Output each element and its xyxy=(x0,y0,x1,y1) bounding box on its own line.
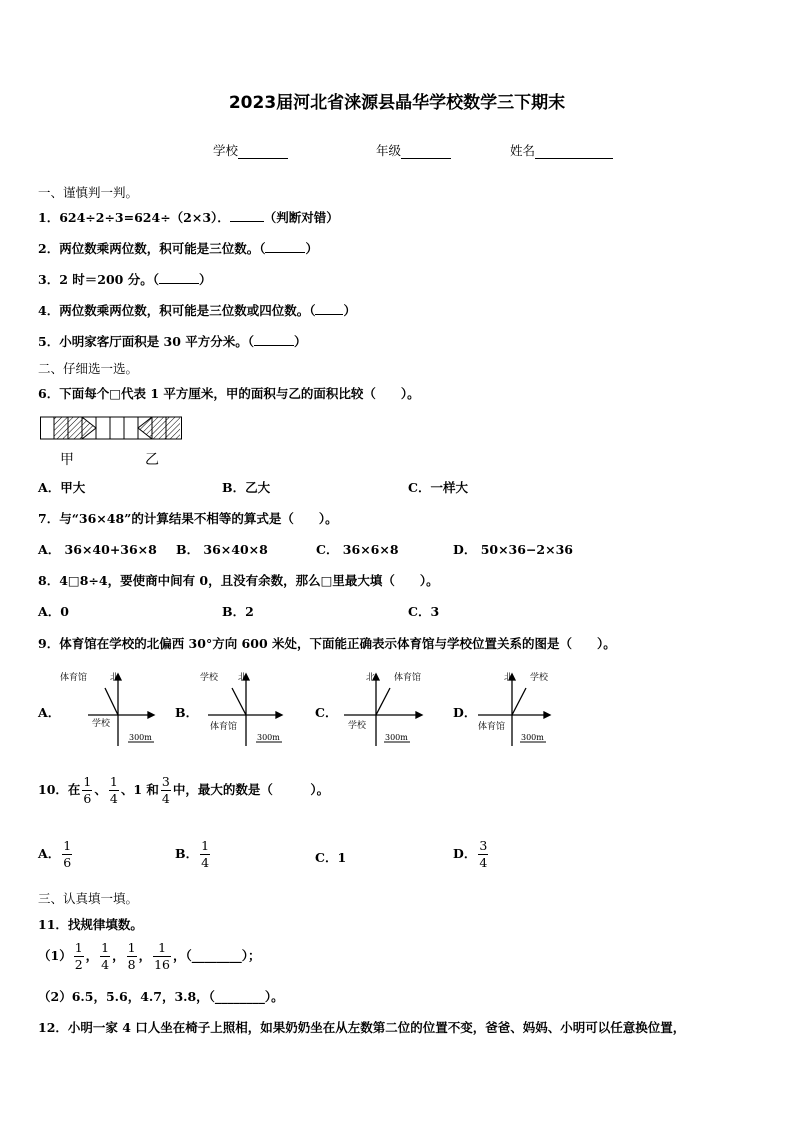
question-5 xyxy=(38,332,307,350)
question-11-part-2: （2）6.5，5.6，4.7，3.8，（________）。 xyxy=(38,989,284,1004)
q10-option-d[interactable] xyxy=(453,838,490,871)
yi-label: 乙 xyxy=(145,452,159,468)
denominator: 2 xyxy=(74,957,83,972)
numerator: 1 xyxy=(83,774,92,789)
denominator: 4 xyxy=(101,957,110,972)
numerator: 1 xyxy=(201,838,210,853)
question-6: 6．下面每个□代表 1 平方厘米，甲的面积与乙的面积比较（ ）。 xyxy=(38,386,420,401)
school-blank[interactable] xyxy=(238,146,288,159)
fraction-1-4 xyxy=(100,940,110,973)
q9a-school-label: 学校 xyxy=(92,719,111,729)
jia-shaded-triangle xyxy=(82,417,96,439)
fraction-1-4 xyxy=(200,838,210,871)
q10-sep: 、 xyxy=(94,782,107,797)
q9-diagram-b xyxy=(196,666,296,751)
denominator: 4 xyxy=(201,855,210,870)
q7-option-d[interactable]: D． 50×36−2×36 xyxy=(453,542,573,557)
fraction-3-4 xyxy=(478,838,488,871)
q9d-north-label: 北 xyxy=(504,673,514,683)
q3-text: 3．2 时＝200 分。（ xyxy=(38,272,159,287)
q3-close: ） xyxy=(198,272,212,287)
denominator: 16 xyxy=(154,957,171,972)
q4-close: ） xyxy=(343,303,356,318)
q6-option-b[interactable]: B．乙大 xyxy=(222,480,271,495)
q7-option-c[interactable]: C． 36×6×8 xyxy=(316,542,399,557)
q5-blank[interactable] xyxy=(254,345,294,346)
q7-option-b[interactable]: B． 36×40×8 xyxy=(176,542,268,557)
question-12: 12．小明一家 4 口人坐在椅子上照相，如果奶奶坐在从左数第二位的位置不变，爸爸、妈妈、小明可以任意换位置， xyxy=(38,1020,686,1035)
q2-close: ） xyxy=(305,241,318,256)
section-3-heading: 三、认真填一填。 xyxy=(38,891,139,906)
q11-1-blank[interactable]: ，（________）； xyxy=(173,948,261,963)
q9b-school-label: 学校 xyxy=(200,673,219,683)
q10-option-b[interactable] xyxy=(175,838,212,871)
numerator: 1 xyxy=(153,940,171,957)
fraction-1-6 xyxy=(82,774,92,807)
q9a-north-label: 北 xyxy=(110,673,120,683)
q9c-north-label: 北 xyxy=(366,673,376,683)
q4-text: 4．两位数乘两位数，积可能是三位数或四位数。（ xyxy=(38,303,316,318)
fraction-1-2 xyxy=(74,940,84,973)
fraction-1-8 xyxy=(127,940,137,973)
school-label: 学校 xyxy=(213,143,239,158)
numerator: 1 xyxy=(127,940,136,955)
fraction-3-4 xyxy=(161,774,171,807)
q9-diagram-c xyxy=(336,666,436,751)
q9a-gym-label: 体育馆 xyxy=(60,673,88,683)
q2-text: 2．两位数乘两位数，积可能是三位数。（ xyxy=(38,241,266,256)
q2-blank[interactable] xyxy=(265,252,305,253)
q9d-gym-label: 体育馆 xyxy=(478,722,506,732)
q9a-scale-label: 300m xyxy=(129,733,152,742)
comma: ， xyxy=(85,948,99,963)
denominator: 4 xyxy=(109,791,118,806)
q10d-label: D． xyxy=(453,846,477,861)
q10-option-c[interactable]: C．1 xyxy=(315,850,347,865)
q8-option-c[interactable]: C．3 xyxy=(408,604,440,619)
q10b-label: B． xyxy=(175,846,199,861)
denominator: 6 xyxy=(83,791,92,806)
q6-option-a[interactable]: A．甲大 xyxy=(38,480,86,495)
q10-option-a[interactable] xyxy=(38,838,74,871)
q8-option-a[interactable]: A．0 xyxy=(38,604,69,619)
q11-1-label: （1） xyxy=(38,948,72,963)
numerator: 3 xyxy=(479,838,488,853)
question-4 xyxy=(38,301,356,319)
question-3 xyxy=(38,270,211,288)
denominator: 6 xyxy=(63,855,72,870)
fraction-1-4 xyxy=(109,774,119,807)
q9-option-d[interactable]: D． xyxy=(453,705,477,720)
q1-text: 1．624÷2÷3=624÷（2×3）． xyxy=(38,210,230,225)
denominator: 4 xyxy=(479,855,488,870)
name-field xyxy=(510,141,613,159)
page-title: 2023届河北省涞源县晶华学校数学三下期末 xyxy=(228,93,566,113)
q9b-north-label: 北 xyxy=(238,673,248,683)
q1-tail: （判断对错） xyxy=(263,210,339,225)
q10-post: 中，最大的数是（ ）。 xyxy=(172,782,330,797)
section-2-heading: 二、仔细选一选。 xyxy=(38,361,139,376)
question-7: 7．与“36×48”的计算结果不相等的算式是（ ）。 xyxy=(38,511,338,526)
q9b-gym-label: 体育馆 xyxy=(210,722,238,732)
q9-diagram-a xyxy=(58,666,158,751)
q3-blank[interactable] xyxy=(159,283,199,284)
q10a-label: A． xyxy=(38,846,61,861)
question-2 xyxy=(38,239,318,257)
denominator: 8 xyxy=(127,957,136,972)
question-11-part-1 xyxy=(38,940,261,973)
numerator: 1 xyxy=(63,838,72,853)
q9d-scale-label: 300m xyxy=(521,733,544,742)
question-11: 11．找规律填数。 xyxy=(38,917,143,932)
numerator: 1 xyxy=(74,940,83,955)
name-blank[interactable] xyxy=(535,146,613,159)
section-1-heading: 一、谨慎判一判。 xyxy=(38,185,139,200)
q4-blank[interactable] xyxy=(315,314,343,315)
q8-option-b[interactable]: B．2 xyxy=(222,604,254,619)
q9c-school-label: 学校 xyxy=(348,721,367,731)
q10-sep2: 、1 和 xyxy=(120,782,159,797)
q9-option-c[interactable]: C． xyxy=(315,705,338,720)
grade-field xyxy=(376,141,451,159)
q9d-school-label: 学校 xyxy=(530,673,549,683)
area-grid-figure xyxy=(40,416,185,442)
q9c-scale-label: 300m xyxy=(385,733,408,742)
fraction-1-6 xyxy=(62,838,72,871)
grade-label: 年级 xyxy=(376,143,402,158)
q9-option-a[interactable]: A． xyxy=(38,705,61,720)
grade-blank[interactable] xyxy=(401,146,451,159)
q9b-scale-label: 300m xyxy=(257,733,280,742)
q5-close: ） xyxy=(294,334,307,349)
comma: ， xyxy=(112,948,125,963)
numerator: 3 xyxy=(161,774,170,789)
school-field xyxy=(213,141,288,159)
q9-diagram-d xyxy=(472,666,572,751)
question-10 xyxy=(38,774,329,807)
question-8: 8．4□8÷4，要使商中间有 0，且没有余数，那么□里最大填（ ）。 xyxy=(38,573,439,588)
q1-blank[interactable] xyxy=(230,221,264,222)
denominator: 4 xyxy=(161,791,170,806)
q7-option-a[interactable]: A． 36×40+36×8 xyxy=(38,542,157,557)
numerator: 1 xyxy=(101,940,110,955)
question-9: 9．体育馆在学校的北偏西 30°方向 600 米处，下面能正确表示体育馆与学校位置关系的图是（ ）。 xyxy=(38,636,616,651)
jia-label: 甲 xyxy=(60,452,74,468)
q5-text: 5．小明家客厅面积是 30 平方分米。（ xyxy=(38,334,255,349)
numerator: 1 xyxy=(109,774,118,789)
question-1 xyxy=(38,208,339,226)
yi-shaded-triangle xyxy=(138,417,152,439)
q9-option-b[interactable]: B． xyxy=(175,705,199,720)
q10-pre: 10．在 xyxy=(38,782,81,797)
comma: ， xyxy=(138,948,152,963)
q9c-gym-label: 体育馆 xyxy=(394,673,422,683)
name-label: 姓名 xyxy=(510,143,536,158)
q6-option-c[interactable]: C．一样大 xyxy=(408,480,468,495)
fraction-1-16 xyxy=(153,940,171,973)
